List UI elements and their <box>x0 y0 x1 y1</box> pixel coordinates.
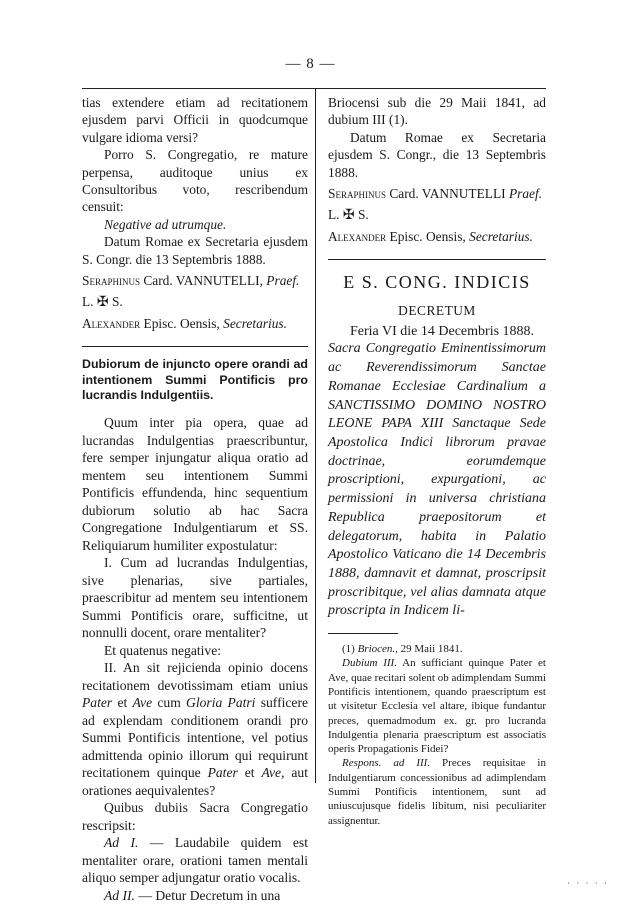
footnote-1-num: (1) <box>342 643 358 656</box>
left-signature-title: Praef. <box>266 273 300 289</box>
right-top-text: Briocensi sub die 29 Maii 1841, ad dubium III (1). <box>328 95 546 128</box>
footnote-1-date: , 29 Maii 1841. <box>395 643 463 656</box>
header-rule <box>82 88 546 89</box>
answer-2-label: Ad II. <box>104 887 135 903</box>
left-seal-s: S. <box>111 294 123 310</box>
cross-icon: ✠ <box>96 295 109 311</box>
left-secretary-title: Secretarius. <box>223 315 287 331</box>
right-column <box>328 94 546 828</box>
right-seal-l: L. <box>328 207 340 223</box>
left-seal-l: L. <box>82 294 94 310</box>
answer-2 <box>82 887 308 904</box>
right-secretary-name: Alexander <box>328 228 387 244</box>
q2-text-f: , aut orationes aequivalentes? <box>82 765 309 798</box>
footnote-3-label: Respons. ad III. <box>342 757 431 770</box>
right-secretary-title: Secretarius. <box>469 228 533 244</box>
corner-mark: · · · · · <box>567 878 609 888</box>
q2-text-b: et <box>112 695 133 711</box>
cross-icon: ✠ <box>342 208 355 224</box>
q2-gloria: Gloria Patri <box>186 695 256 711</box>
q2-ave-2: Ave <box>261 765 282 781</box>
footnote-1-place: Briocen. <box>357 643 396 656</box>
footnote-rule <box>328 633 398 634</box>
column-divider <box>315 88 316 783</box>
q2-text-c: cum <box>152 695 187 711</box>
left-datum: Datum Romae ex Secretaria ejusdem S. Congr. die 13 Septembris 1888. <box>82 234 308 267</box>
q2-pater: Pater <box>82 695 113 711</box>
answer-1 <box>82 834 308 887</box>
left-signature-name: Seraphinus <box>82 273 140 289</box>
right-signature-title: Praef. <box>508 186 543 202</box>
right-seal-s: S. <box>357 207 369 223</box>
footnote-2-text: An sufficiant quinque Pater et Ave, quae recitari solent ob adimplendam Summi Pontificis intentionem, quando praescriptum est ut visitetur Ecclesia vel altare, ibique fundantur preces, quemadmodum ex. gr. pro lucranda Indulgentia plenaria praescriptum est associatis operis Propagationis Fidei? <box>328 657 546 756</box>
q2-text-d: sufficere ad explendam conditionem orandi pro Summi Pontificis intentione, vel potius admittenda opinio illorum qui requirunt recitationem quinque <box>82 695 309 781</box>
footnote-2-label: Dubium III. <box>342 657 397 670</box>
left-secretary <box>82 315 308 332</box>
decretum-heading: DECRETUM <box>398 302 476 318</box>
section-rule <box>82 346 308 347</box>
right-seal <box>328 206 546 224</box>
right-signature-rest: Card. VANNUTELLI <box>385 186 509 202</box>
left-secretary-rest: Episc. Oensis, <box>140 315 224 331</box>
para-question-1: I. Cum ad lucrandas Indulgentias, sive plenarias, sive partiales, praescribitur ad mentem seu intentionem Summi Pontificis orare, sufficitne, ut nonnulli docent, orare mentaliter? <box>82 555 308 641</box>
left-seal <box>82 293 308 311</box>
right-signature <box>328 185 546 202</box>
section-title: E S. CONG. INDICIS <box>343 272 531 293</box>
q2-ave: Ave <box>132 695 153 711</box>
answer-1-label: Ad I. <box>104 835 139 851</box>
left-secretary-name: Alexander <box>82 315 141 331</box>
answer-2-text: — Detur Decretum in una <box>134 887 281 903</box>
right-signature-name: Seraphinus <box>328 186 386 202</box>
left-column <box>82 94 308 904</box>
decree-text: Sacra Congregatio Eminentissimorum ac Reverendissimorum Sanctae Romanae Ecclesiae Cardinalium a SANCTISSIMO DOMINO NOSTRO LEONE PAPA XIII Sanctaque Sede Apostolica Indici librorum pravae doctrinae, eorumdemque proscriptioni, expurgationi, ac permissioni in universa christiana Republica praepositorum et delegatorum, habita in Palatio Apostolico Vaticano die 14 Decembris 1888, damnavit et damnat, proscripsit proscribitque, vel alias damnata atque proscripta in Indicem li- <box>328 341 546 619</box>
para-intro: Quum inter pia opera, quae ad lucrandas Indulgentias praescribuntur, fere semper injungatur aliqua oratio ad mentem seu intentionem Summi Pontificis effundenda, hinc sequentium dubiorum solutio ab hac Sacra Congregatione Indulgentiarum et SS. Reliquiarum humiliter expostulatur: <box>82 415 308 553</box>
footnote-3 <box>328 756 546 827</box>
left-signature-rest: Card. VANNUTELLI, <box>139 273 267 289</box>
footnote-3-text: Preces requisitae in Indulgentiarum concessionibus ad adimplendam Summi Pontificis intentionem, sunt ad uniuscujusque fidelis libitum, nisi peculiariter assignentur. <box>328 757 546 827</box>
left-top-line-1: tias extendere etiam ad recitationem ejusdem parvi Officii in quodcumque vulgare idioma versi? <box>82 95 308 145</box>
right-secretary <box>328 228 546 245</box>
q2-pater-2: Pater <box>207 765 238 781</box>
answer-1-text: — Laudabile quidem est mentaliter orare, orationi tamen mentali aliquo semper adjungatur oratio vocalis. <box>82 835 308 886</box>
left-signature <box>82 272 308 289</box>
para-question-2 <box>82 659 308 799</box>
left-top-line-2: Porro S. Congregatio, re mature perpensa, auditoque unius ex Consultoribus voto, rescribendum censuit: <box>82 147 308 215</box>
para-quatenus: Et quatenus negative: <box>104 642 222 658</box>
q2-text-e: et <box>237 765 262 781</box>
left-reply: Negative ad utrumque. <box>104 216 227 232</box>
footnote-2 <box>328 656 546 756</box>
para-rescripsit: Quibus dubiis Sacra Congregatio rescripsit: <box>82 800 308 833</box>
page-number: — 8 — <box>285 56 336 72</box>
section-heading: Dubiorum de injuncto opere orandi ad intentionem Summi Pontificis pro lucrandis Indulgentiis. <box>82 357 308 403</box>
right-secretary-rest: Episc. Oensis, <box>386 228 470 244</box>
footnotes <box>328 642 546 828</box>
decree-date: Feria VI die 14 Decembris 1888. <box>350 324 535 340</box>
footnote-1 <box>328 642 546 656</box>
q2-text-a: II. An sit rejicienda opinio docens recitationem devotissimam etiam unius <box>82 660 308 693</box>
right-datum: Datum Romae ex Secretaria ejusdem S. Congr., die 13 Septembris 1888. <box>328 129 546 180</box>
section-rule <box>328 259 546 260</box>
